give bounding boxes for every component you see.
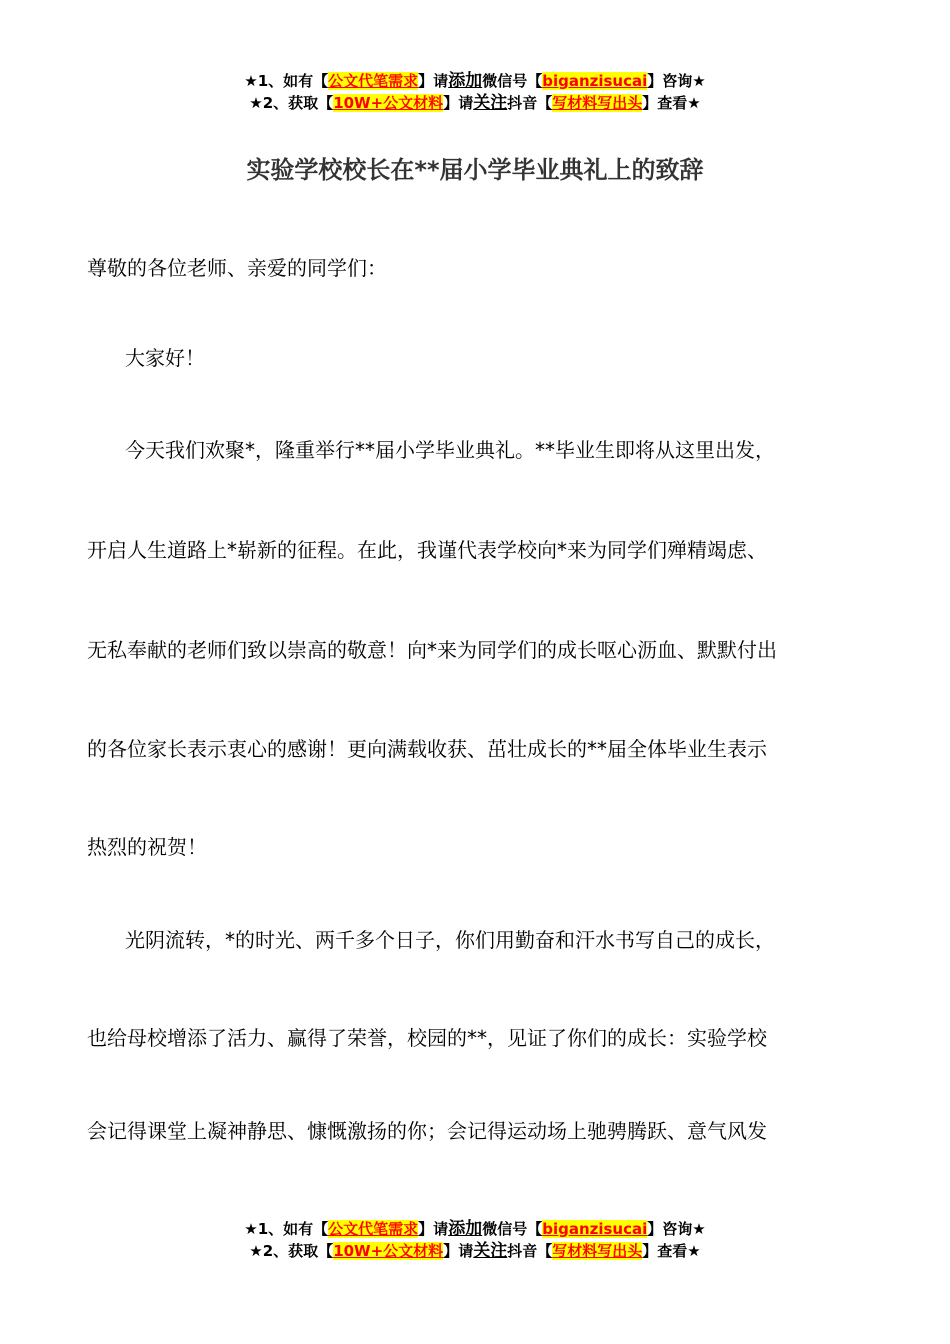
banner-highlight: biganzisucai bbox=[542, 1220, 648, 1238]
banner-line-2 bbox=[0, 1240, 950, 1262]
banner-emphasis: 添加 bbox=[448, 71, 483, 91]
banner-text: 微信号【 bbox=[482, 1220, 543, 1238]
banner-text: 】请 bbox=[418, 1220, 449, 1238]
banner-text: 】请 bbox=[418, 72, 449, 90]
body-line: 也给母校增添了活力、赢得了荣誉，校园的**，见证了你们的成长：实验学校 bbox=[87, 1026, 767, 1050]
banner-text: ★1、如有【 bbox=[244, 1220, 329, 1238]
top-banner bbox=[0, 70, 950, 114]
banner-text: 】咨询★ bbox=[647, 1220, 706, 1238]
banner-text: 】查看★ bbox=[642, 1242, 701, 1260]
banner-text: ★1、如有【 bbox=[244, 72, 329, 90]
banner-line-1 bbox=[0, 1218, 950, 1240]
body-line: 今天我们欢聚*，隆重举行**届小学毕业典礼。**毕业生即将从这里出发， bbox=[125, 438, 775, 462]
banner-line-1 bbox=[0, 70, 950, 92]
banner-highlight: biganzisucai bbox=[542, 72, 648, 90]
banner-highlight: 10W+公文材料 bbox=[333, 94, 444, 112]
banner-text: 】请 bbox=[443, 1242, 474, 1260]
banner-emphasis: 添加 bbox=[448, 1219, 483, 1239]
body-line: 的各位家长表示衷心的感谢！更向满载收获、茁壮成长的**届全体毕业生表示 bbox=[87, 737, 767, 761]
body-line: 热烈的祝贺！ bbox=[87, 835, 207, 859]
banner-text: 】查看★ bbox=[642, 94, 701, 112]
bottom-banner bbox=[0, 1218, 950, 1262]
greeting: 大家好！ bbox=[125, 346, 205, 370]
banner-emphasis: 关注 bbox=[473, 1241, 508, 1261]
banner-emphasis: 关注 bbox=[473, 93, 508, 113]
banner-highlight: 公文代笔需求 bbox=[328, 72, 419, 90]
banner-text: 微信号【 bbox=[482, 72, 543, 90]
body-line: 会记得课堂上凝神静思、慷慨激扬的你；会记得运动场上驰骋腾跃、意气风发 bbox=[87, 1119, 767, 1143]
banner-highlight: 10W+公文材料 bbox=[333, 1242, 444, 1260]
banner-text: 】咨询★ bbox=[647, 72, 706, 90]
salutation: 尊敬的各位老师、亲爱的同学们： bbox=[87, 256, 387, 280]
banner-text: ★2、获取【 bbox=[249, 1242, 334, 1260]
banner-text: ★2、获取【 bbox=[249, 94, 334, 112]
banner-highlight: 写材料写出头 bbox=[552, 1242, 643, 1260]
banner-highlight: 公文代笔需求 bbox=[328, 1220, 419, 1238]
banner-line-2 bbox=[0, 92, 950, 114]
banner-text: 抖音【 bbox=[507, 1242, 553, 1260]
banner-highlight: 写材料写出头 bbox=[552, 94, 643, 112]
banner-text: 抖音【 bbox=[507, 94, 553, 112]
body-line: 无私奉献的老师们致以崇高的敬意！向*来为同学们的成长呕心沥血、默默付出 bbox=[87, 638, 777, 662]
document-title: 实验学校校长在**届小学毕业典礼上的致辞 bbox=[246, 156, 704, 184]
body-line: 开启人生道路上*崭新的征程。在此，我谨代表学校向*来为同学们殚精竭虑、 bbox=[87, 538, 767, 562]
body-line: 光阴流转，*的时光、两千多个日子，你们用勤奋和汗水书写自己的成长， bbox=[125, 928, 775, 952]
banner-text: 】请 bbox=[443, 94, 474, 112]
